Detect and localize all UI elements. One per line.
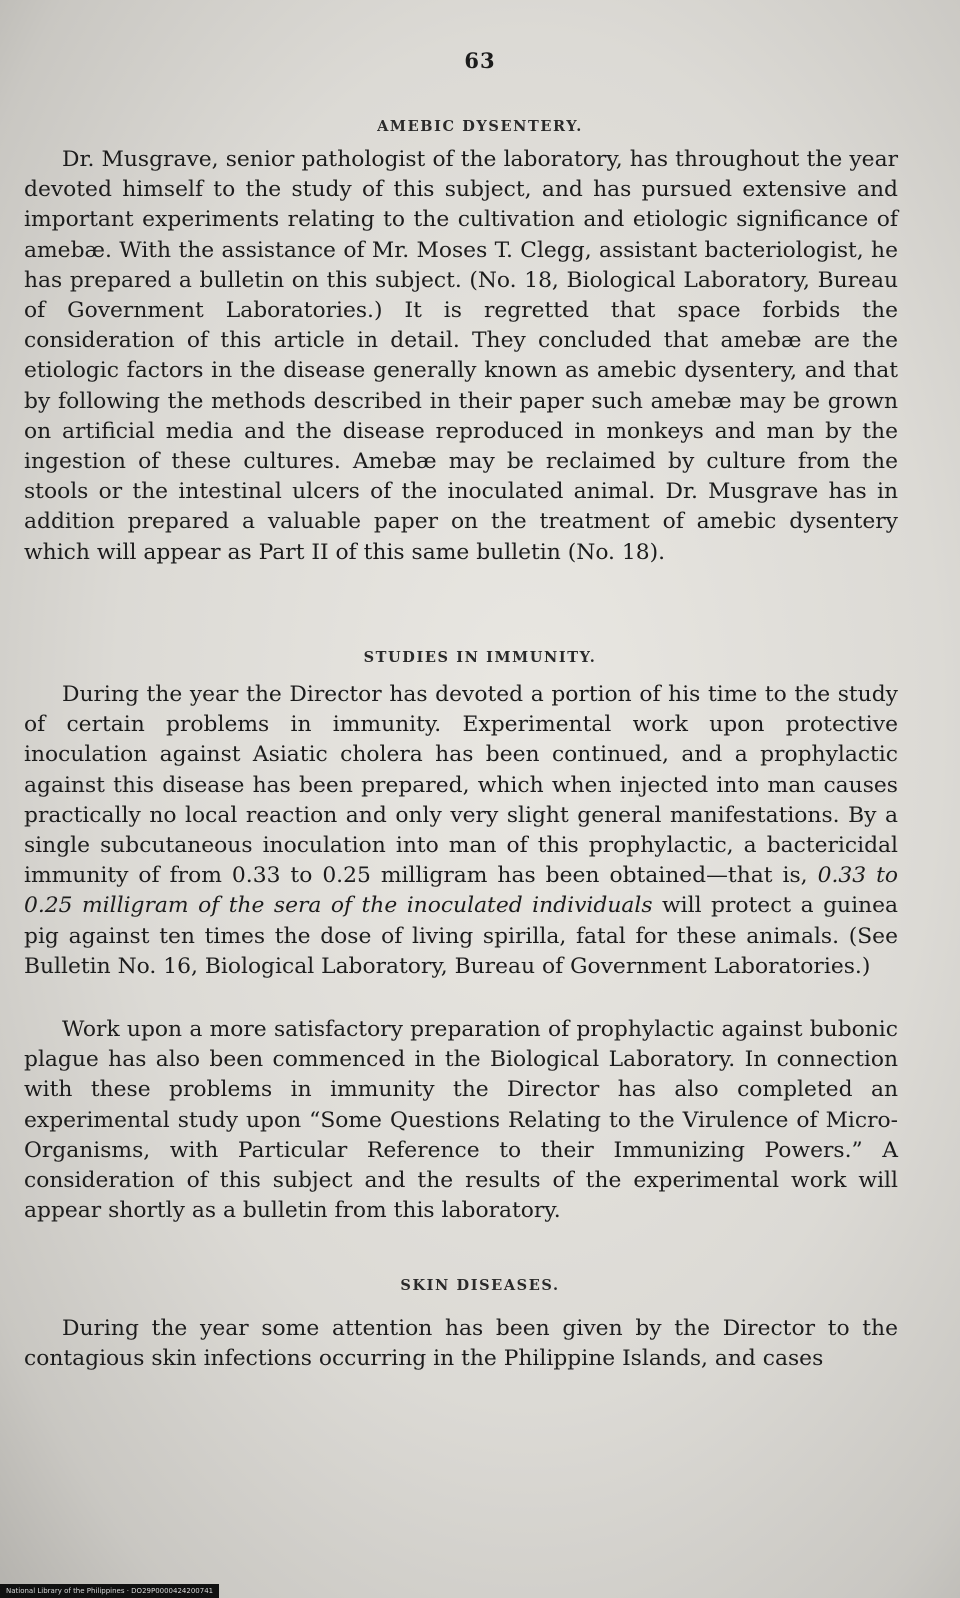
archive-footer: National Library of the Philippines · DO29P0000424200741 [0, 1584, 219, 1598]
section-heading-skin-diseases: SKIN DISEASES. [400, 1277, 560, 1294]
section-heading-amebic-dysentery: AMEBIC DYSENTERY. [377, 118, 583, 135]
paragraph-immunity-plague: Work upon a more satisfactory preparation of prophylactic against bubonic plague has also been commenced in the Biological Laboratory. In connection with these problems in immunity the Director has also completed an experimental study upon “Some Questions Relating to the Virulence of Micro-Organisms, with Particular Reference to their Immunizing Powers.” A consideration of this subject and the results of the experimental work will appear shortly as a bulletin from this laboratory. [24, 1017, 898, 1224]
paragraph-immunity-cholera [24, 680, 898, 982]
paragraph-amebic-dysentery: Dr. Musgrave, senior pathologist of the laboratory, has throughout the year devoted himself to the study of this subject, and has pursued extensive and important experiments relating to the cultivation and etiologic significance of amebæ. With the assistance of Mr. Moses T. Clegg, assistant bacteriologist, he has prepared a bulletin on this subject. (No. 18, Biological Laboratory, Bureau of Government Laboratories.) It is regretted that space forbids the consideration of this article in detail. They concluded that amebæ are the etiologic factors in the disease generally known as amebic dysentery, and that by following the methods described in their paper such amebæ may be grown on artificial media and the disease reproduced in monkeys and man by the ingestion of these cultures. Amebæ may be reclaimed by culture from the stools or the intestinal ulcers of the inoculated animal. Dr. Musgrave has in addition prepared a valuable paper on the treatment of amebic dysentery which will appear as Part II of this same bulletin (No. 18). [24, 147, 898, 565]
paragraph-italic-text: 0.33 to 0.25 milligram of the sera of the inoculated individuals [24, 863, 898, 919]
paragraph-skin-diseases: During the year some attention has been given by the Director to the contagious skin infections occurring in the Philippine Islands, and cases [24, 1316, 898, 1372]
paragraph-text: will protect a guinea pig against ten times the dose of living spirilla, fatal for these animals. (See Bulletin No. 16, Biological Laboratory, Bureau of Government Laboratories.) [24, 893, 898, 979]
page-number: 63 [464, 48, 496, 73]
paragraph-text: During the year the Director has devoted a portion of his time to the study of certain problems in immunity. Experimental work upon protective inoculation against Asiatic cholera has been continued, and a prophylactic against this disease has been prepared, which when injected into man causes practically no local reaction and only very slight general manifestations. By a single subcutaneous inoculation into man of this prophylactic, a bactericidal immunity of from 0.33 to 0.25 milligram has been obtained—that is, [24, 682, 898, 889]
section-heading-studies-in-immunity: STUDIES IN IMMUNITY. [363, 649, 597, 666]
